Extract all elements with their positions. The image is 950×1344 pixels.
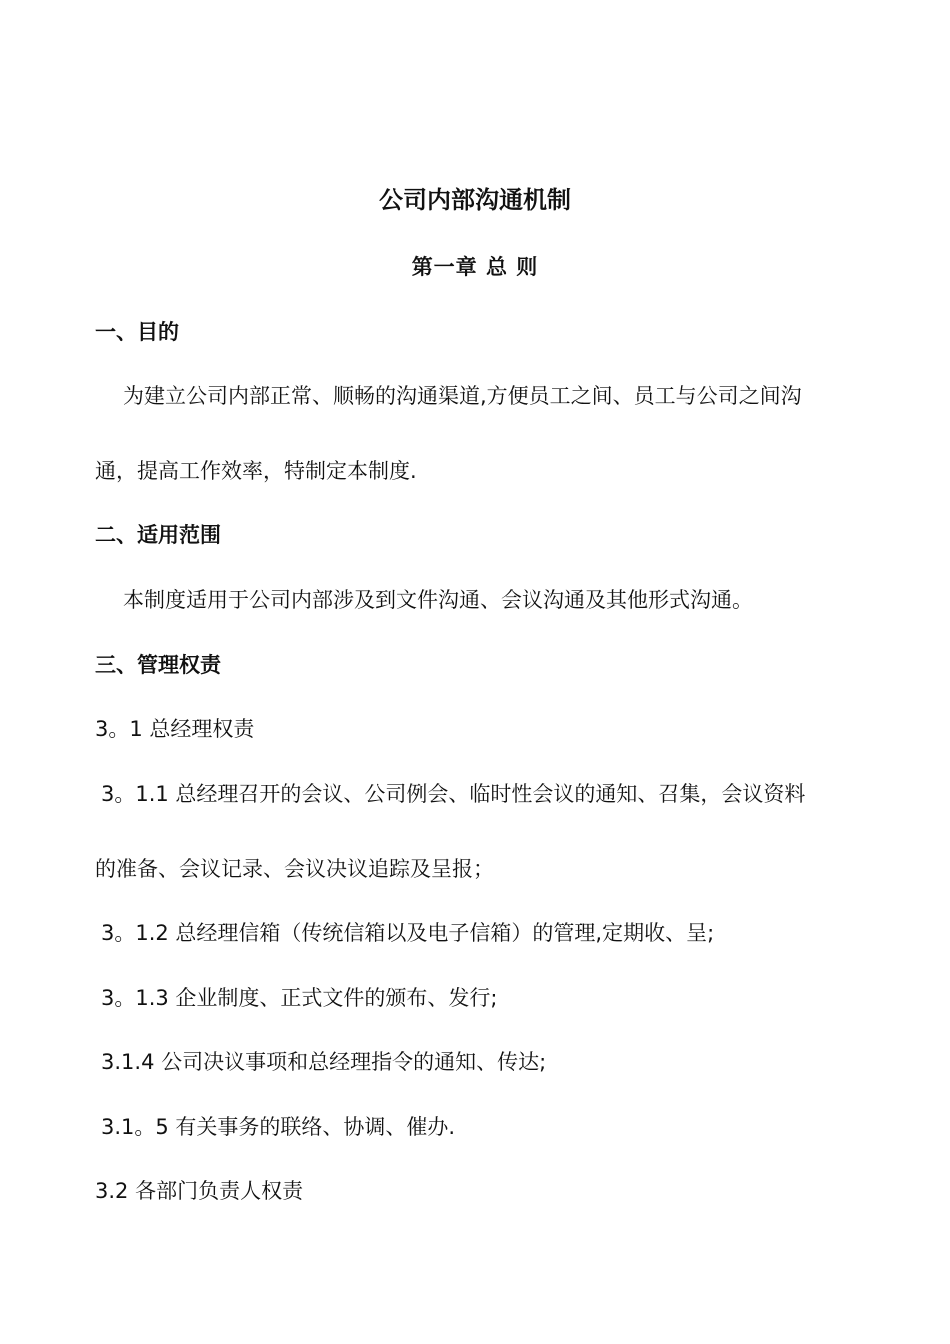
paragraph-purpose-line2: 通，提高工作效率，特制定本制度. [95,459,417,483]
list-item-gm-3: 3。1.3 企业制度、正式文件的颁布、发行; [101,986,498,1010]
section-heading-management: 三、管理权责 [95,653,221,677]
section-heading-purpose: 一、目的 [95,320,179,344]
list-item-gm-5: 3.1。5 有关事务的联络、协调、催办. [101,1115,456,1139]
subsection-heading-gm: 3。1 总经理权责 [95,717,255,741]
paragraph-purpose-line1: 为建立公司内部正常、顺畅的沟通渠道,方便员工之间、员工与公司之间沟 [123,384,802,408]
chapter-heading: 第一章 总 则 [411,255,539,279]
list-item-gm-4: 3.1.4 公司决议事项和总经理指令的通知、传达; [101,1050,547,1074]
list-item-gm-1-line2: 的准备、会议记录、会议决议追踪及呈报； [95,857,494,881]
subsection-heading-dept: 3.2 各部门负责人权责 [95,1179,304,1203]
section-heading-scope: 二、适用范围 [95,523,221,547]
paragraph-scope: 本制度适用于公司内部涉及到文件沟通、会议沟通及其他形式沟通。 [123,588,753,612]
list-item-gm-1-line1: 3。1.1 总经理召开的会议、公司例会、临时性会议的通知、召集，会议资料 [101,782,806,806]
list-item-gm-2: 3。1.2 总经理信箱（传统信箱以及电子信箱）的管理,定期收、呈; [101,921,715,945]
document-title: 公司内部沟通机制 [379,186,571,214]
